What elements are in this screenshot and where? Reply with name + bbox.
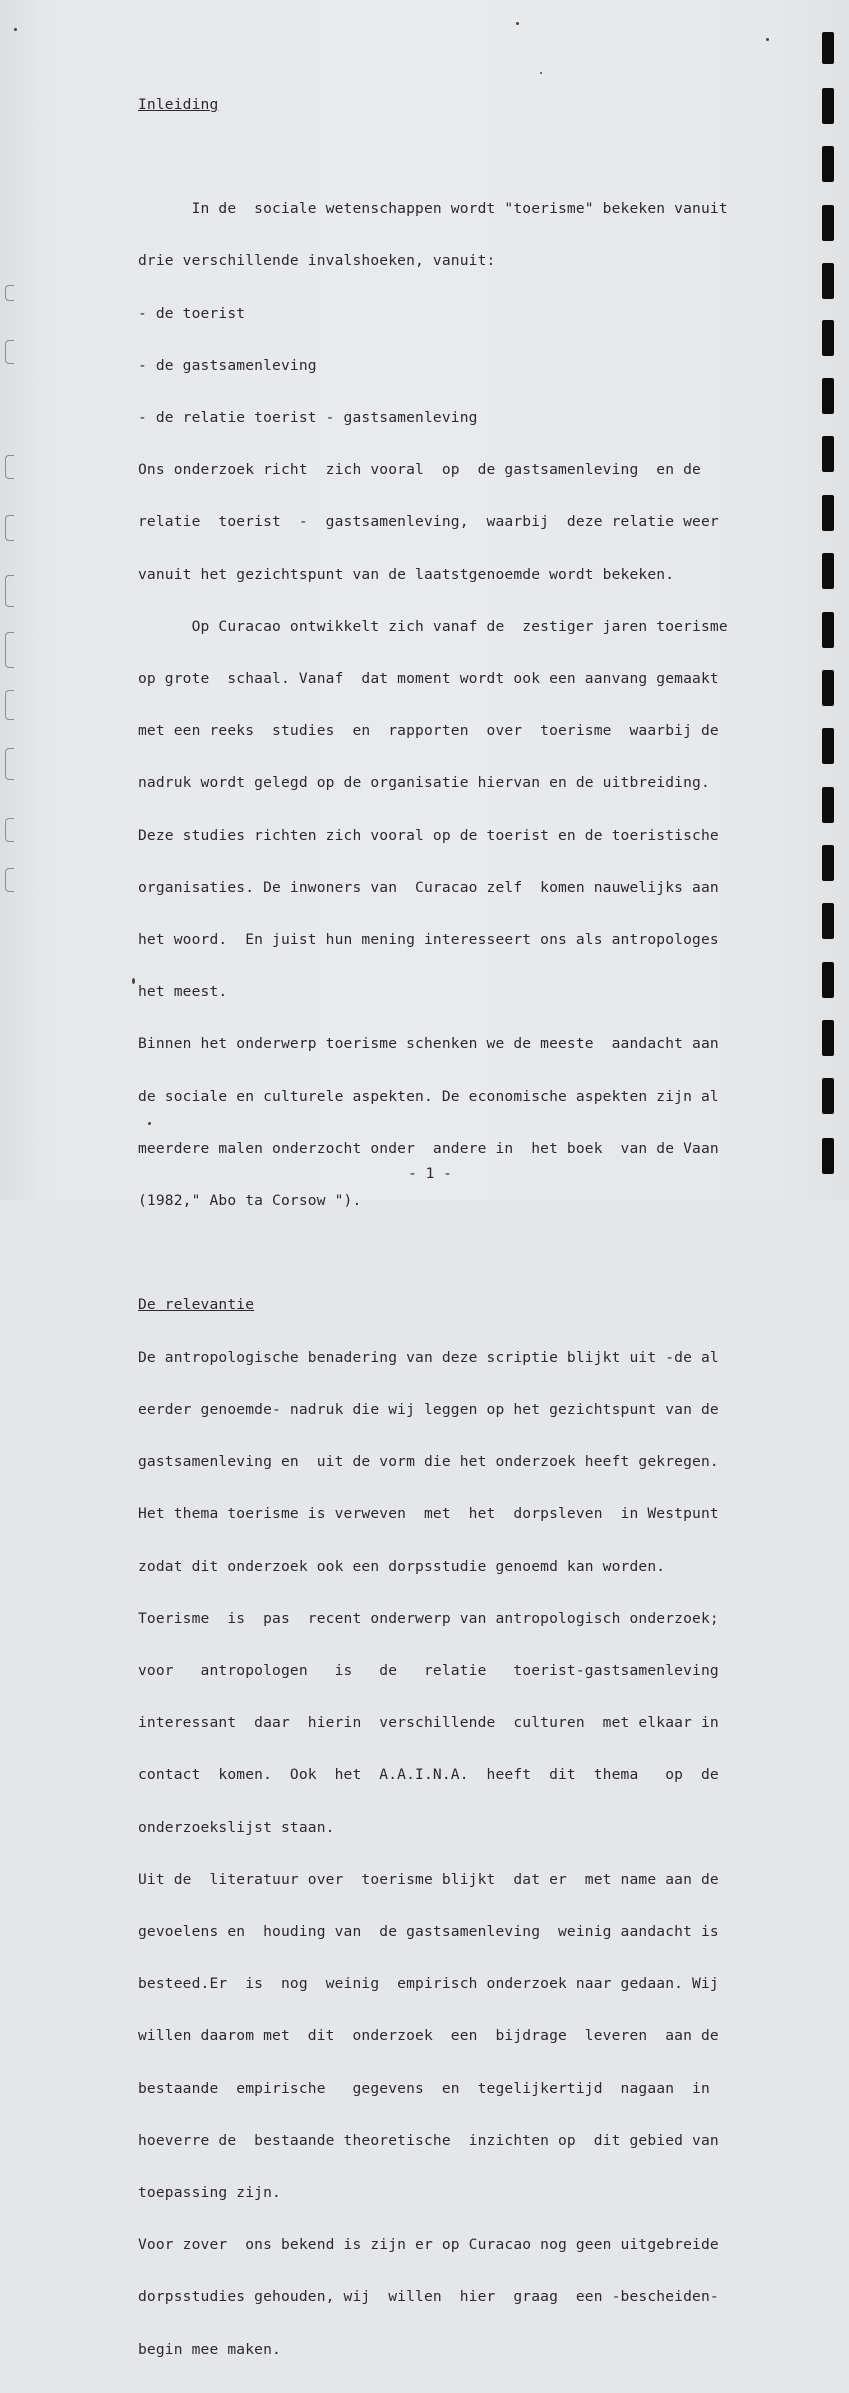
text-line: gevoelens en houding van de gastsamenleving weinig aandacht is [138,1922,719,1940]
text-line: het meest. [138,983,228,1001]
text-line: gastsamenleving en uit de vorm die het onderzoek heeft gekregen. [138,1453,719,1471]
binding-tooth [822,612,834,648]
binding-tooth [822,88,834,124]
binding-tooth [822,436,834,472]
text-line: Voor zover ons bekend is zijn er op Curacao nog geen uitgebreide [138,2236,719,2254]
text-line: het woord. En juist hun mening interesseert ons als antropologes [138,931,719,949]
hole-mark [5,515,14,541]
text-line: Binnen het onderwerp toerisme schenken we de meeste aandacht aan [138,1035,719,1053]
binding-tooth [822,1078,834,1114]
text-line: Deze studies richten zich vooral op de toerist en de toeristische [138,826,719,844]
text-line: besteed.Er is nog weinig empirisch onderzoek naar gedaan. Wij [138,1975,719,1993]
binding-tooth [822,205,834,241]
hole-mark [5,340,14,364]
speck [132,978,135,984]
text-line: - de gastsamenleving [138,356,317,374]
text-line: relatie toerist - gastsamenleving, waarbij deze relatie weer [138,513,719,531]
text-line: begin mee maken. [138,2340,281,2358]
speck [540,72,542,74]
speck [516,22,519,25]
text-line: - de toerist [138,304,246,322]
text-line: meerdere malen onderzocht onder andere in het boek van de Vaan [138,1139,719,1157]
text-line: hoeverre de bestaande theoretische inzichten op dit gebied van [138,2131,719,2149]
binding-tooth [822,32,834,64]
binding-tooth [822,553,834,589]
hole-mark [5,868,14,892]
text-line: (1982," Abo ta Corsow "). [138,1192,362,1210]
binding-tooth [822,728,834,764]
text-line: dorpsstudies gehouden, wij willen hier graag een -bescheiden- [138,2288,719,2306]
binding-tooth [822,146,834,182]
hole-mark [5,632,14,668]
text-line: onderzoekslijst staan. [138,1818,335,1836]
text-line: zodat dit onderzoek ook een dorpsstudie genoemd kan worden. [138,1557,666,1575]
hole-mark [5,575,14,607]
text-line: Ons onderzoek richt zich vooral op de gastsamenleving en de [138,461,701,479]
text-line: Toerisme is pas recent onderwerp van antropologisch onderzoek; [138,1609,719,1627]
hole-mark [5,690,14,720]
text-line: Het thema toerisme is verweven met het dorpsleven in Westpunt [138,1505,719,1523]
binding-tooth [822,378,834,414]
blank-line [138,1244,800,1261]
heading-inleiding: Inleiding [138,95,219,113]
text-line: de sociale en culturele aspekten. De economische aspekten zijn al [138,1087,719,1105]
text-line: op grote schaal. Vanaf dat moment wordt ook een aanvang gemaakt [138,670,719,688]
text-line: drie verschillende invalshoeken, vanuit: [138,252,496,270]
binding-tooth [822,263,834,299]
document-body [138,61,800,2393]
hole-mark [5,748,14,780]
speck [14,28,17,31]
text-line: bestaande empirische gegevens en tegelijkertijd nagaan in [138,2079,710,2097]
text-line: In de sociale wetenschappen wordt "toerisme" bekeken vanuit [138,200,728,218]
text-line: eerder genoemde- nadruk die wij leggen op het gezichtspunt van de [138,1400,719,1418]
heading-relevantie: De relevantie [138,1296,255,1314]
hole-mark [5,455,14,479]
binding-tooth [822,495,834,531]
text-line: vanuit het gezichtspunt van de laatstgenoemde wordt bekeken. [138,565,675,583]
binding-tooth [822,787,834,823]
text-line: organisaties. De inwoners van Curacao zelf komen nauwelijks aan [138,878,719,896]
hole-mark [5,285,14,301]
text-line: interessant daar hierin verschillende culturen met elkaar in [138,1714,719,1732]
text-line: contact komen. Ook het A.A.I.N.A. heeft dit thema op de [138,1766,719,1784]
text-line: nadruk wordt gelegd op de organisatie hiervan en de uitbreiding. [138,774,710,792]
text-line: - de relatie toerist - gastsamenleving [138,409,478,427]
speck [148,1122,151,1125]
comb-binding [822,0,836,1200]
text-line: toepassing zijn. [138,2183,281,2201]
binding-tooth [822,962,834,998]
binding-tooth [822,1020,834,1056]
speck [766,38,769,41]
blank-line [138,148,800,165]
binding-tooth [822,320,834,356]
binding-tooth [822,670,834,706]
binding-tooth [822,903,834,939]
text-line: willen daarom met dit onderzoek een bijdrage leveren aan de [138,2027,719,2045]
text-line: voor antropologen is de relatie toerist-gastsamenleving [138,1661,719,1679]
text-line: met een reeks studies en rapporten over toerisme waarbij de [138,722,719,740]
binding-tooth [822,1138,834,1174]
text-line: Uit de literatuur over toerisme blijkt dat er met name aan de [138,1870,719,1888]
page-number: - 1 - [408,1165,452,1182]
text-line: De antropologische benadering van deze scriptie blijkt uit -de al [138,1348,719,1366]
hole-mark [5,818,14,842]
text-line: Op Curacao ontwikkelt zich vanaf de zestiger jaren toerisme [138,617,728,635]
binding-tooth [822,845,834,881]
